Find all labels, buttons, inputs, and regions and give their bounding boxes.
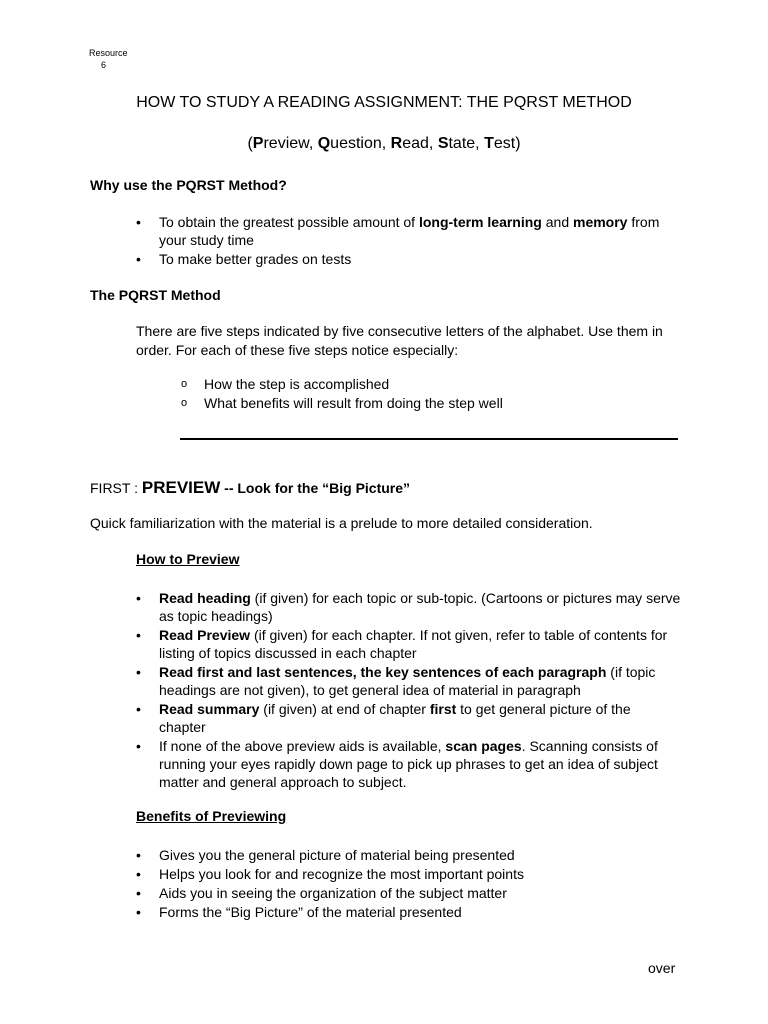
item-bold: scan pages (445, 738, 522, 754)
subtitle-open-paren: ( (247, 135, 253, 152)
resource-number: 6 (101, 60, 107, 70)
item-text: To make better grades on tests (159, 251, 352, 267)
circle-bullet-icon: o (181, 397, 188, 409)
list-item (136, 589, 681, 625)
subtitle-initial-q: Q (317, 135, 331, 152)
item-text: (if given) at end of chapter (259, 701, 430, 717)
item-bold: Read first and last sentences, the key sentences of each paragraph (159, 664, 607, 680)
item-text: Gives you the general picture of material being presented (159, 847, 515, 863)
bullet-icon: • (136, 627, 141, 643)
bullet-icon: • (136, 251, 141, 267)
item-text: How the step is accomplished (204, 376, 390, 392)
item-text: (if given) for each topic or sub-topic. (Cartoons or pictures may serve as topic headings) (159, 590, 681, 624)
item-text: To obtain the greatest possible amount of (159, 214, 419, 230)
item-bold: long-term learning (418, 214, 542, 230)
method-heading: The PQRST Method (90, 287, 221, 303)
bullet-icon: • (136, 664, 141, 680)
item-text: Aids you in seeing the organization of the subject matter (159, 885, 507, 901)
preview-step-name: PREVIEW (141, 478, 221, 497)
page-footer-over: over (648, 960, 676, 976)
method-list (181, 375, 681, 412)
resource-label (89, 47, 128, 71)
item-text: and (541, 214, 573, 230)
subtitle-rest-r: ead (402, 135, 429, 152)
list-item (136, 884, 681, 902)
item-bold: Read summary (159, 701, 260, 717)
resource-text: Resource (89, 48, 128, 58)
why-list (136, 213, 676, 268)
why-heading: Why use the PQRST Method? (90, 177, 287, 193)
section-divider (180, 438, 678, 440)
list-item (136, 903, 681, 921)
item-text: (if given) for each chapter. If not given, refer to table of contents for listing of topics discussed in each chapter (159, 627, 668, 661)
subtitle-initial-p: P (252, 135, 264, 152)
subtitle-initial-t: T (484, 135, 494, 152)
subtitle-rest-q: uestion (330, 135, 382, 152)
subtitle-close-paren: ) (515, 135, 521, 152)
bullet-icon: • (136, 904, 141, 920)
bullet-icon: • (136, 866, 141, 882)
list-item (136, 700, 681, 736)
list-item (181, 394, 681, 412)
item-text: Helps you look for and recognize the most important points (159, 866, 524, 882)
preview-heading (90, 478, 410, 498)
subtitle-sep: , (381, 135, 391, 152)
list-item (136, 626, 681, 662)
item-text: (if topic headings are not given), to get general idea of material in paragraph (159, 664, 656, 698)
benefits-list (136, 846, 681, 921)
page-title: HOW TO STUDY A READING ASSIGNMENT: THE PQRST METHOD (136, 94, 632, 111)
bullet-icon: • (136, 214, 141, 230)
subtitle-sep: , (428, 135, 438, 152)
bullet-icon: • (136, 701, 141, 717)
item-text: . Scanning consists of running your eyes rapidly down page to pick up phrases to get an idea of subject matter and general approach to subject. (159, 738, 658, 790)
item-bold: first (429, 701, 457, 717)
subtitle-initial-r: R (390, 135, 403, 152)
how-to-preview-heading: How to Preview (136, 551, 240, 567)
bullet-icon: • (136, 885, 141, 901)
item-text: What benefits will result from doing the step well (204, 395, 503, 411)
method-paragraph: There are five steps indicated by five consecutive letters of the alphabet. Use them in order. For each of these five steps notice especially: (136, 323, 663, 358)
bullet-icon: • (136, 847, 141, 863)
item-bold: Read Preview (159, 627, 251, 643)
page-subtitle (0, 135, 768, 153)
circle-bullet-icon: o (181, 378, 188, 390)
item-text: to get general picture of the chapter (159, 701, 631, 735)
item-text: from your study time (159, 214, 660, 248)
bullet-icon: • (136, 738, 141, 754)
benefits-heading: Benefits of Previewing (136, 808, 287, 824)
list-item (136, 846, 681, 864)
subtitle-rest-s: tate (448, 135, 476, 152)
subtitle-sep: , (308, 135, 318, 152)
preview-prefix: FIRST : (90, 480, 142, 496)
subtitle-rest-t: est (493, 135, 516, 152)
bullet-icon: • (136, 590, 141, 606)
preview-step-subtitle: -- Look for the “Big Picture” (220, 480, 411, 496)
subtitle-rest-p: review (263, 135, 309, 152)
item-bold: Read heading (159, 590, 251, 606)
list-item (136, 250, 676, 268)
subtitle-sep: , (475, 135, 485, 152)
how-to-preview-list (136, 589, 681, 791)
item-bold: memory (573, 214, 628, 230)
subtitle-initial-s: S (437, 135, 449, 152)
list-item (181, 375, 681, 393)
item-text: Forms the “Big Picture” of the material presented (159, 904, 462, 920)
preview-intro: Quick familiarization with the material is a prelude to more detailed consideration. (90, 515, 593, 531)
list-item (136, 663, 681, 699)
list-item (136, 737, 681, 791)
item-text: If none of the above preview aids is available, (159, 738, 446, 754)
list-item (136, 213, 676, 249)
list-item (136, 865, 681, 883)
